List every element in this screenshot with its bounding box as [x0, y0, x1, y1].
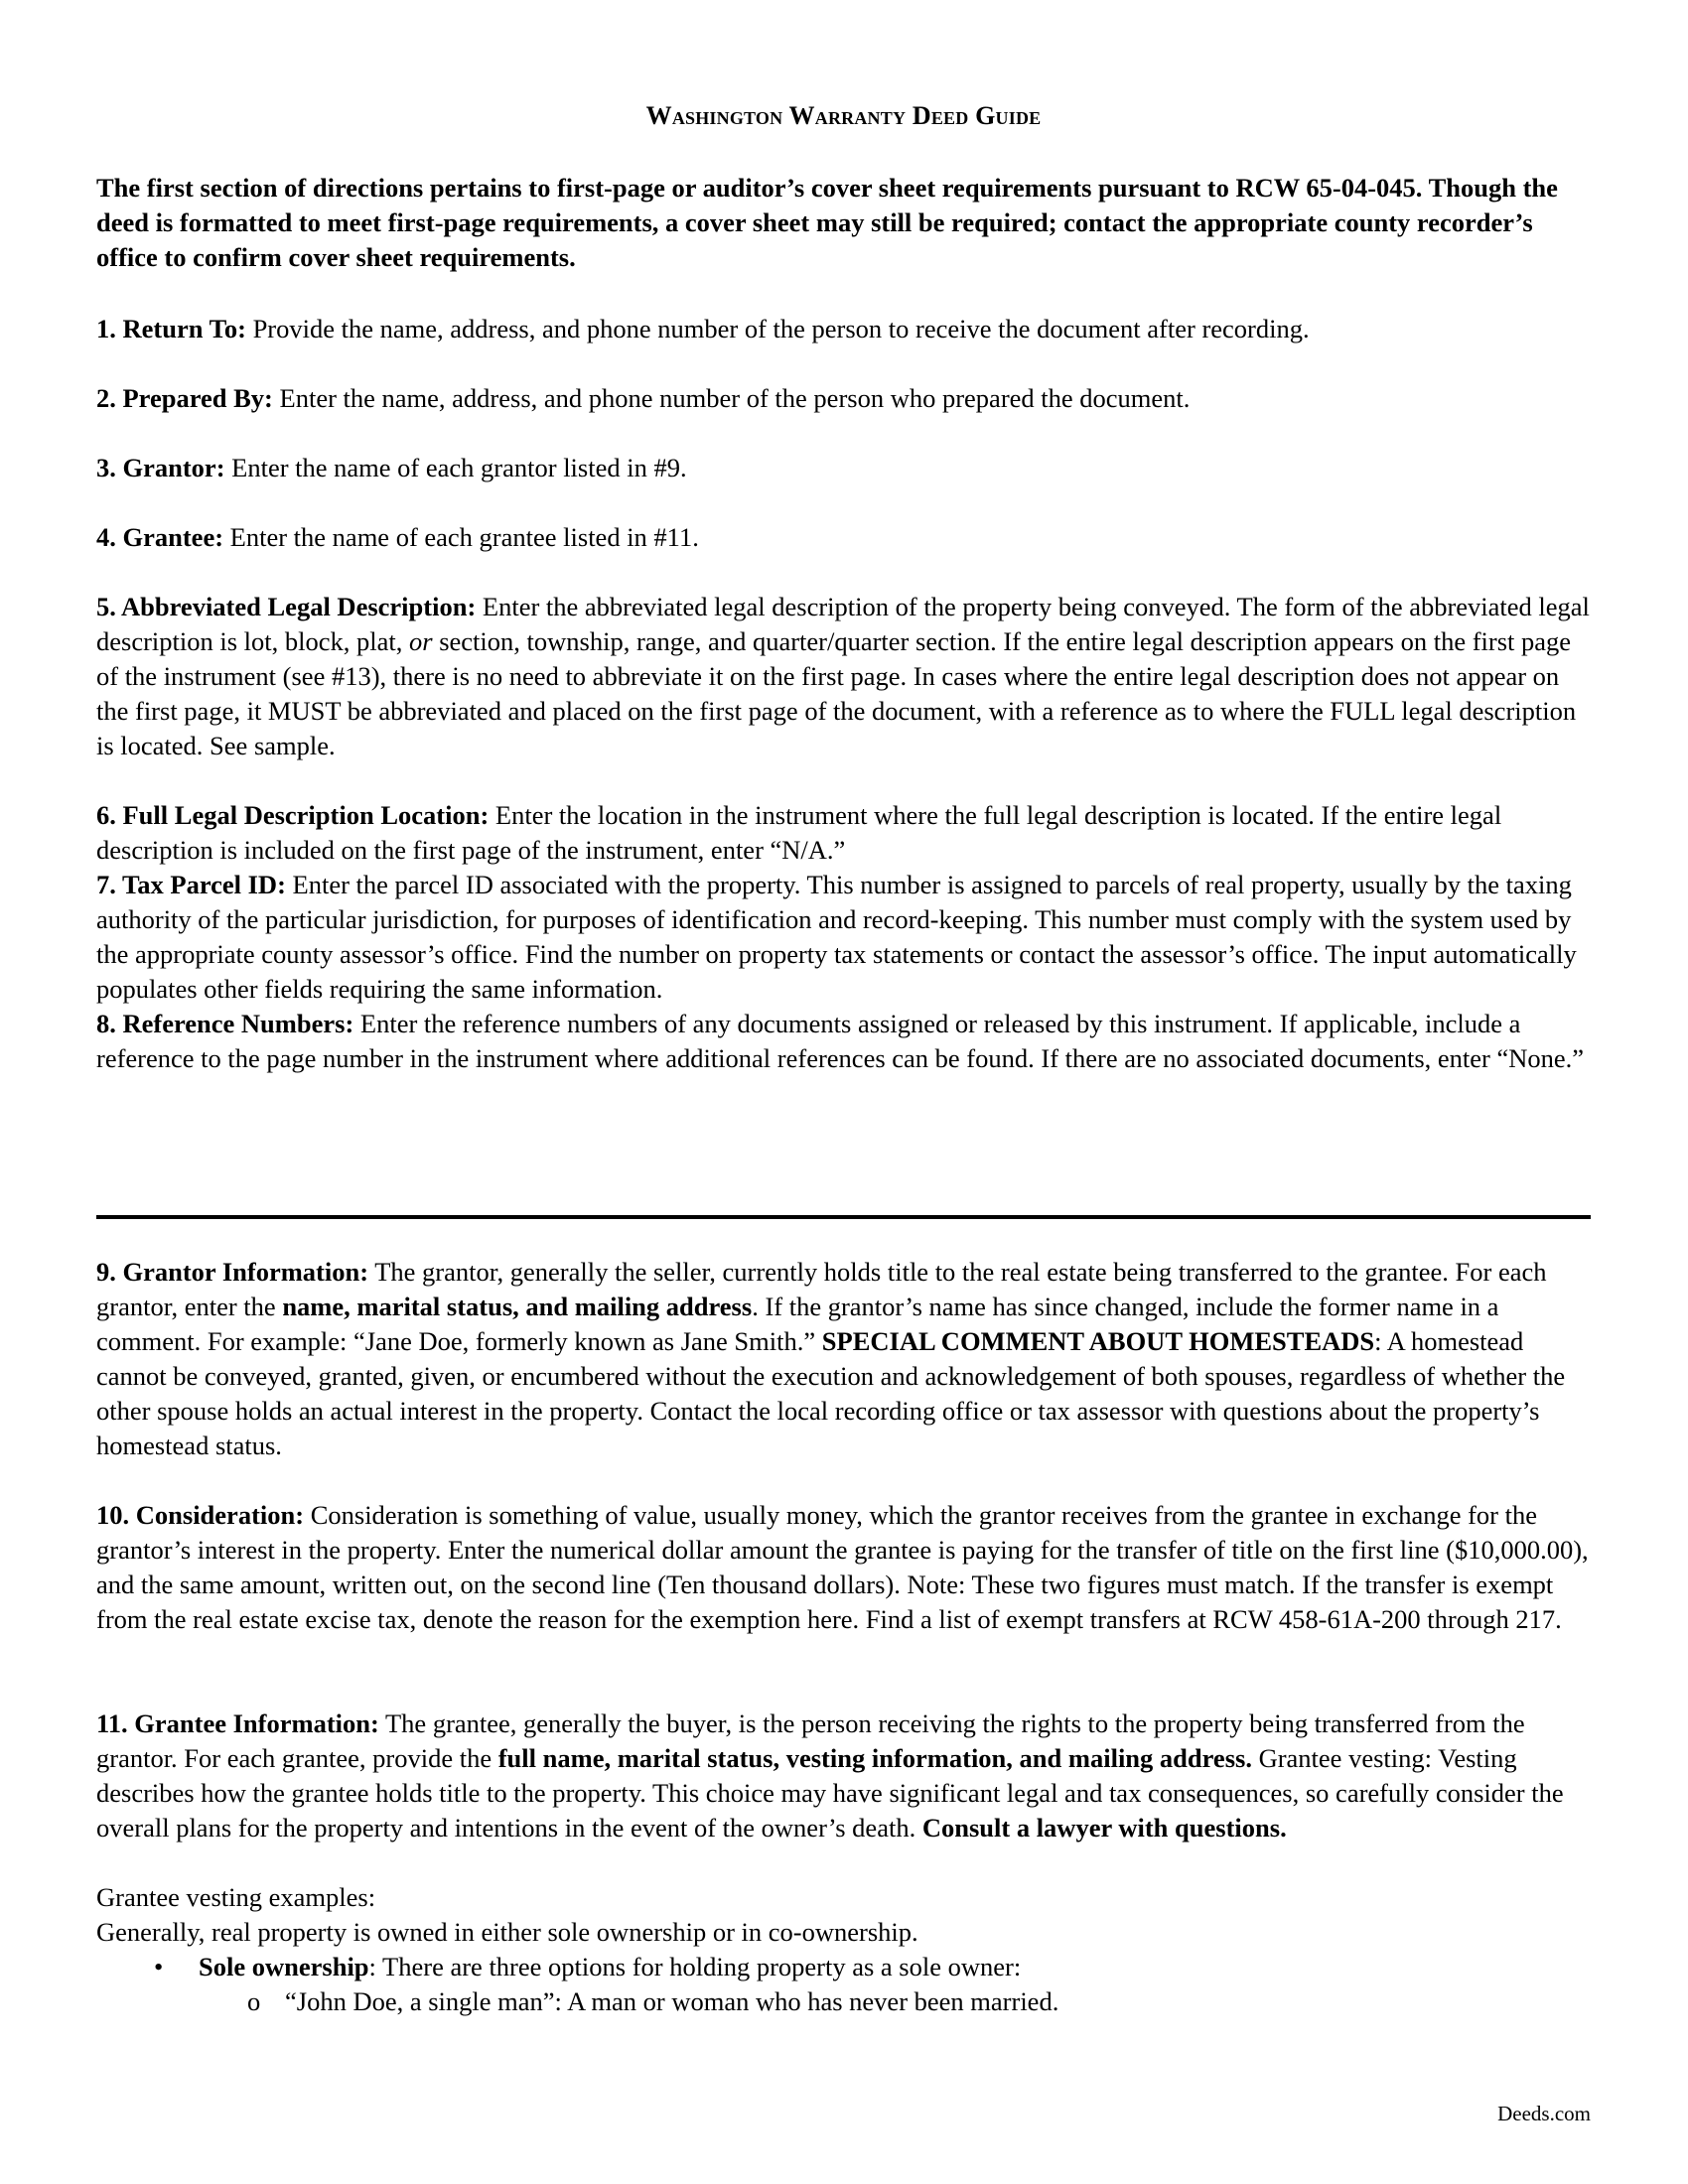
item-bold-text: Consult a lawyer with questions.: [921, 1813, 1287, 1843]
document-title: Washington Warranty Deed Guide: [645, 101, 1042, 130]
item-label: 1. Return To:: [96, 314, 246, 343]
item-text: Consideration is something of value, usually money, which the grantor receives from the grantee in exchange for the grantor’s interest in the property. Enter the numerical dollar amount the grantee is paying for the transfer of title on the first line ($10,000.00), and the same amount, written out, on the second line (Ten thousand dollars). Note: These two figures must match. If the transfer is exempt from the real estate excise tax, denote the reason for the exemption here. Find a list of exempt transfers at RCW 458-61A-200 through 217.: [96, 1500, 1589, 1634]
item-text: Enter the name of each grantor listed in #9.: [224, 453, 687, 482]
item-tax-parcel-id: [96, 868, 1591, 1007]
item-grantee-information: [96, 1706, 1591, 1845]
item-label: 3. Grantor:: [96, 453, 225, 482]
item-abbreviated-legal-description: [96, 590, 1591, 763]
sub-bullet-single-man: “John Doe, a single man”: A man or woman who has never been married.: [285, 1986, 1059, 2016]
item-text: The grantee, generally the buyer, is the person receiving the rights to the property being transferred from the grantor. For each grantee, provide the: [96, 1708, 1525, 1773]
item-consideration: [96, 1498, 1591, 1637]
item-text: section, township, range, and quarter/quarter section. If the entire legal description appears on the first page of the instrument (see #13), there is no need to abbreviate it on the first page. In cases where the entire legal description does not appear on the first page, it MUST be abbreviated and placed on the first page of the document, with a reference as to where the FULL legal description is located. See sample.: [96, 626, 1577, 760]
bullet-icon: •: [154, 1952, 164, 1981]
item-label: 9. Grantor Information:: [96, 1257, 369, 1287]
item-bold-text: name, marital status, and mailing address: [282, 1292, 753, 1321]
item-text: Provide the name, address, and phone number of the person to receive the document after recording.: [245, 314, 1310, 343]
item-text: Enter the parcel ID associated with the property. This number is assigned to parcels of real property, usually by the taxing authority of the particular jurisdiction, for purposes of identification and record-keeping. This number must comply with the system used by the appropriate county assessor’s office. Find the number on property tax statements or contact the assessor’s office. The input automatically populates other fields requiring the same information.: [96, 870, 1577, 1004]
item-grantor: [96, 451, 1591, 485]
item-text: The grantor, generally the seller, currently holds title to the real estate being transferred to the grantee. For each grantor, enter the: [96, 1257, 1547, 1321]
item-return-to: [96, 312, 1591, 346]
sub-bullet-icon: o: [247, 1986, 261, 2016]
item-label: 10. Consideration:: [96, 1500, 305, 1530]
item-label: 5. Abbreviated Legal Description:: [96, 592, 477, 621]
item-bold-text: SPECIAL COMMENT ABOUT HOMESTEADS: [821, 1326, 1375, 1356]
item-full-legal-description-location: [96, 798, 1591, 868]
item-label: 4. Grantee:: [96, 522, 224, 552]
item-text: Grantee vesting: Vesting describes how the grantee holds title to the property. This choice may have significant legal and tax consequences, so carefully consider the overall plans for the property and intentions in the event of the owner’s death.: [96, 1743, 1564, 1843]
item-label: 7. Tax Parcel ID:: [96, 870, 286, 899]
item-reference-numbers: [96, 1007, 1591, 1076]
item-prepared-by: [96, 381, 1591, 416]
item-text: Enter the reference numbers of any documents assigned or released by this instrument. If applicable, include a reference to the page number in the instrument where additional references can be found. If there are no associated documents, enter “None.”: [96, 1009, 1585, 1073]
item-label: 8. Reference Numbers:: [96, 1009, 354, 1038]
item-grantee: [96, 520, 1591, 555]
item-label: 6. Full Legal Description Location:: [96, 800, 490, 830]
intro-paragraph: The first section of directions pertains to first-page or auditor’s cover sheet requirements pursuant to RCW 65-04-045. Though the deed is formatted to meet first-page requirements, a cover sheet may still be required; contact the appropriate county recorder’s office to confirm cover sheet requirements.: [96, 173, 1558, 272]
item-text: Enter the name of each grantee listed in #11.: [223, 522, 699, 552]
item-label: 2. Prepared By:: [96, 383, 273, 413]
item-bold-text: full name, marital status, vesting information, and mailing address.: [497, 1743, 1252, 1773]
footer-brand: Deeds.com: [1497, 2102, 1591, 2125]
bullet-text: : There are three options for holding property as a sole owner:: [368, 1952, 1022, 1981]
item-label: 11. Grantee Information:: [96, 1708, 379, 1738]
bullet-label: Sole ownership: [199, 1952, 369, 1981]
item-text: . If the grantor’s name has since changed, include the former name in a comment. For example: “Jane Doe, formerly known as Jane Smith.”: [96, 1292, 1499, 1356]
item-grantor-information: [96, 1255, 1591, 1463]
vesting-intro: Generally, real property is owned in either sole ownership or in co-ownership.: [96, 1917, 918, 1947]
bullet-sole-ownership: [199, 1950, 1021, 1984]
vesting-heading: Grantee vesting examples:: [96, 1882, 376, 1912]
item-text: Enter the abbreviated legal description of the property being conveyed. The form of the abbreviated legal description is lot, block, plat,: [96, 592, 1590, 656]
item-text: : A homestead cannot be conveyed, granted, given, or encumbered without the execution and acknowledgement of both spouses, regardless of whether the other spouse holds an actual interest in the property. Contact the local recording office or tax assessor with questions about the property’s homestead status.: [96, 1326, 1566, 1460]
item-emphasis: or: [409, 626, 433, 656]
section-divider: [96, 1215, 1591, 1219]
item-text: Enter the location in the instrument where the full legal description is located. If the entire legal description is included on the first page of the instrument, enter “N/A.”: [96, 800, 1502, 865]
item-text: Enter the name, address, and phone number of the person who prepared the document.: [272, 383, 1191, 413]
